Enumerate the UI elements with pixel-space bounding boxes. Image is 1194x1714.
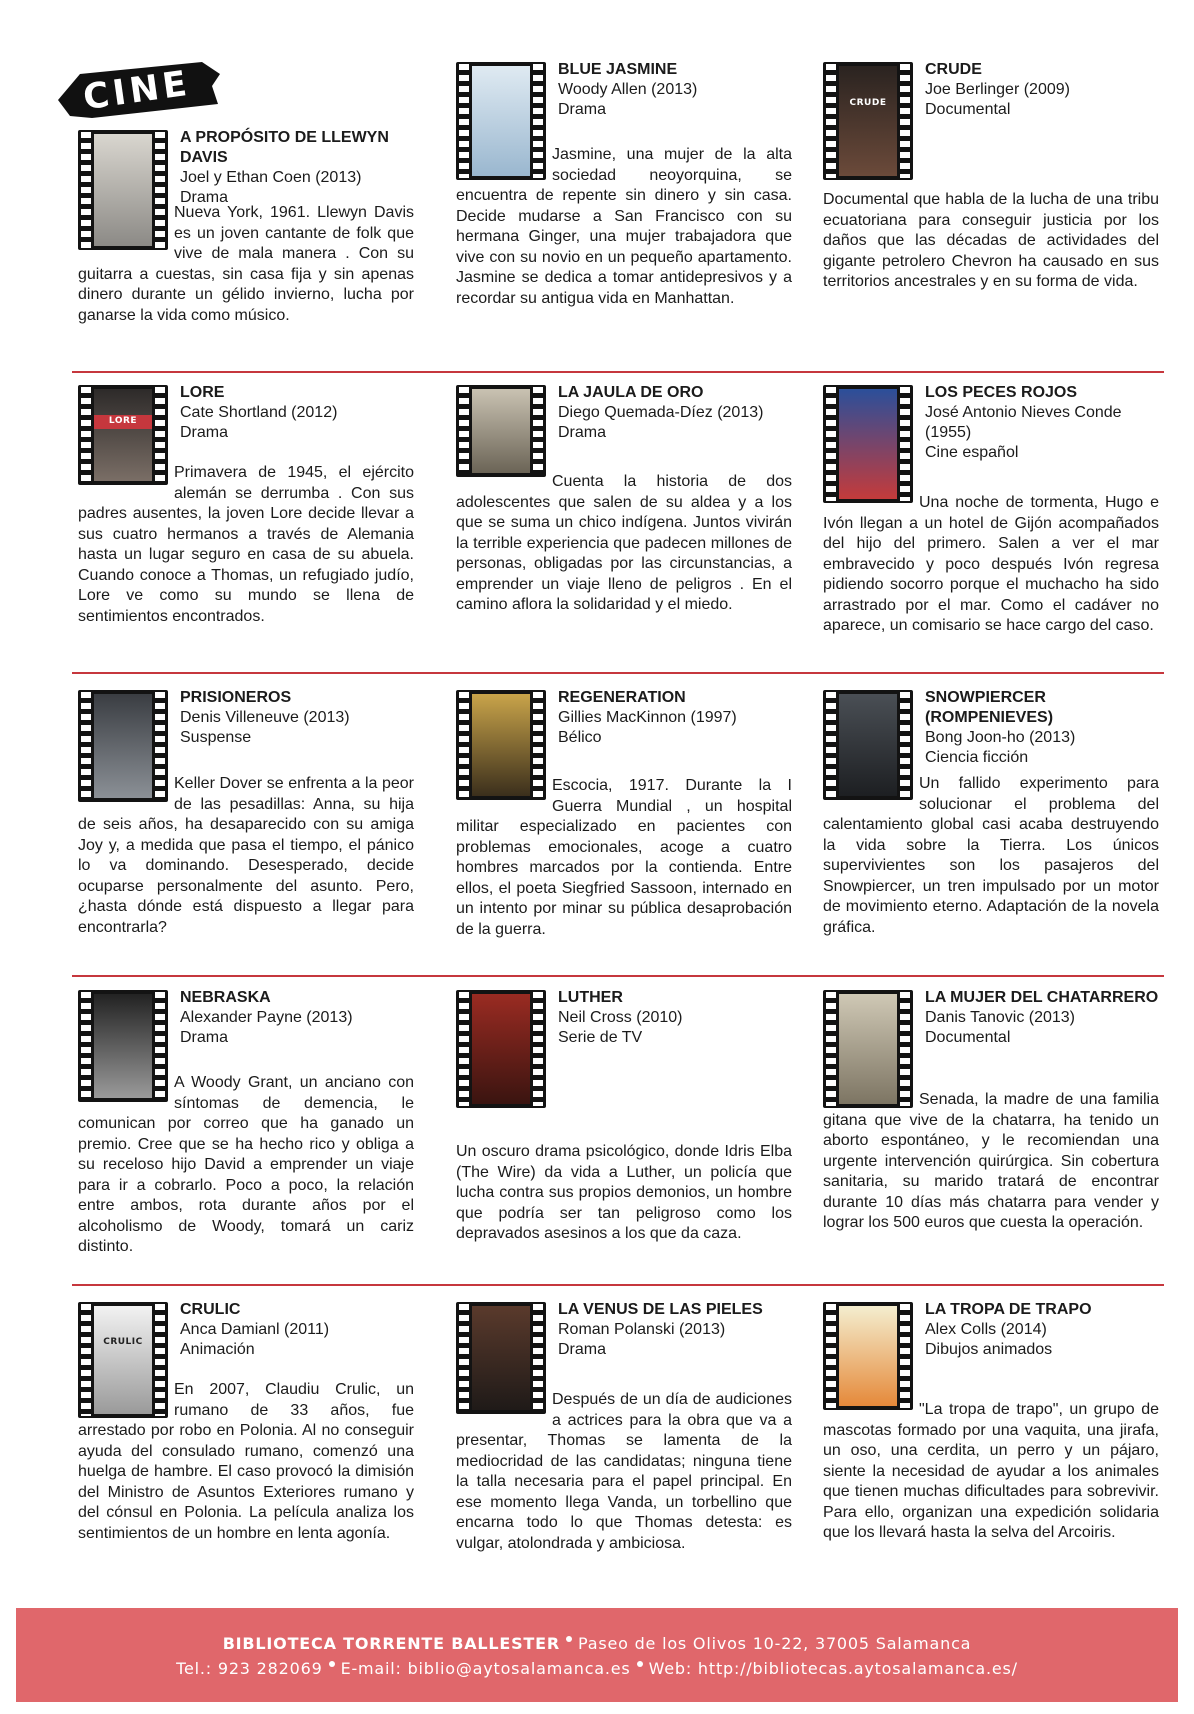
bullet-icon bbox=[566, 1636, 572, 1642]
movie-description: Jasmine, una mujer de la alta sociedad neoyorquina, se encuentra de repente sin dinero y sin casa. Decide mudarse a San Francisco con su hermana Ginger, una mujer trabajadora que vive con su novio en un pequeño apartamento. Jasmine se dedica a tomar antidepresivos y a recordar su antigua vida en Manhattan. bbox=[456, 146, 792, 307]
poster-caption bbox=[472, 97, 530, 101]
movie-genre: Animación bbox=[180, 1341, 255, 1358]
movie-director: Denis Villeneuve (2013) bbox=[180, 709, 350, 726]
movie-header bbox=[558, 1300, 792, 1360]
wrap-spacer bbox=[456, 145, 552, 182]
movie-genre: Ciencia ficción bbox=[925, 749, 1029, 766]
movie-header bbox=[180, 688, 414, 748]
movie-director: José Antonio Nieves Conde (1955) bbox=[925, 404, 1122, 441]
movie-title: A PROPÓSITO DE LLEWYN DAVIS bbox=[180, 129, 389, 166]
movie-header bbox=[925, 1300, 1159, 1360]
library-web[interactable]: Web: http://bibliotecas.aytosalamanca.es/ bbox=[648, 1659, 1018, 1678]
movie-genre: Drama bbox=[558, 101, 607, 118]
movie-title: LUTHER bbox=[558, 989, 623, 1006]
poster-caption bbox=[839, 1025, 897, 1029]
footer bbox=[16, 1608, 1178, 1702]
poster-caption bbox=[472, 723, 530, 727]
movie-title: NEBRASKA bbox=[180, 989, 271, 1006]
wrap-spacer bbox=[823, 1090, 919, 1110]
movie-description: Nueva York, 1961. Llewyn Davis es un joven cantante de folk que vive de mala manera . Con su guitarra a cuestas, sin casa fija y sin apenas dinero durante un gélido invierno, lucha por ganarse la vida como músico. bbox=[78, 204, 414, 324]
poster-caption bbox=[94, 1023, 152, 1027]
library-address: Paseo de los Olivos 10-22, 37005 Salamanca bbox=[578, 1634, 972, 1653]
film-strip-icon bbox=[456, 990, 546, 1108]
library-email[interactable]: E-mail: biblio@aytosalamanca.es bbox=[340, 1659, 631, 1678]
movie-director: Bong Joon-ho (2013) bbox=[925, 729, 1076, 746]
movie-title: CRUDE bbox=[925, 61, 982, 78]
movie-genre: Cine español bbox=[925, 444, 1019, 461]
wrap-spacer bbox=[78, 1380, 174, 1420]
movie-poster bbox=[839, 389, 897, 499]
movie-description: Cuenta la historia de dos adolescentes que salen de su aldea y a los que se suma un chico indígena. Juntos vivirán la terrible experiencia que padecen millones de personas, obligadas por las circunstancias, a emprender un viaje lleno de peligros . En el camino aflora la solidaridad y el miedo. bbox=[456, 473, 792, 613]
movie-header bbox=[925, 688, 1159, 768]
movie-title: BLUE JASMINE bbox=[558, 61, 678, 78]
movie-header bbox=[558, 988, 792, 1048]
movie-title: LA TROPA DE TRAPO bbox=[925, 1301, 1092, 1318]
wrap-spacer bbox=[823, 493, 919, 505]
movie-title: LOS PECES ROJOS bbox=[925, 384, 1078, 401]
poster-caption: LORE bbox=[94, 415, 152, 429]
movie-genre: Dibujos animados bbox=[925, 1341, 1053, 1358]
movie-director: Woody Allen (2013) bbox=[558, 81, 698, 98]
movie-director: Alex Colls (2014) bbox=[925, 1321, 1047, 1338]
movie-title: LA MUJER DEL CHATARRERO bbox=[925, 989, 1159, 1006]
movie-director: Danis Tanovic (2013) bbox=[925, 1009, 1076, 1026]
poster-caption bbox=[839, 420, 897, 424]
wrap-spacer bbox=[823, 1400, 919, 1412]
movie-poster bbox=[839, 1306, 897, 1406]
poster-caption bbox=[839, 1334, 897, 1338]
movie-description: Un oscuro drama psicológico, donde Idris Elba (The Wire) da vida a Luther, un policía que lucha contra sus propios demonios, un hombre que podría ser tan peligroso como los depravados asesinos a los que da caza. bbox=[456, 1143, 792, 1242]
poster-caption bbox=[472, 1025, 530, 1029]
wrap-spacer bbox=[78, 774, 174, 804]
movie-director: Gillies MacKinnon (1997) bbox=[558, 709, 737, 726]
movie-title: LA JAULA DE ORO bbox=[558, 384, 704, 401]
movie-genre: Documental bbox=[925, 1029, 1011, 1046]
movie-description: Una noche de tormenta, Hugo e Ivón llegan a un hotel de Gijón acompañados del hijo del primero. Salen a ver el mar embravecido y poco después Ivón regresa pidiendo socorro porque el muchacho ha sido arrastrado por el mar. Como el cadáver no aparece, un comisario se hace cargo del caso. bbox=[823, 494, 1159, 634]
movie-description: Documental que habla de la lucha de una tribu ecuatoriana para conseguir justicia por los daños que las décadas de actividades del gigante petrolero Chevron ha causado en sus territorios ancestrales y en su forma de vida. bbox=[823, 191, 1159, 290]
movie-description: Senada, la madre de una familia gitana que vive de la chatarra, ha tenido un aborto espontáneo, y le recomiendan una urgente intervención quirúrgica. Sin cobertura sanitaria, su marido tratará de encontrar durante 10 días más chatarra para vender y lograr los 500 euros que cuesta la operación. bbox=[823, 1091, 1159, 1231]
movie-description: Después de un día de audiciones a actrices para la obra que va a presentar, Thomas se lamenta de la mediocridad de las candidatas; ninguna tiene la talla necesaria para el papel principal. En ese momento llega Vanda, un torbellino que encarna todo lo que Thomas detesta: es vulgar, atolondrada y ambiciosa. bbox=[456, 1391, 792, 1552]
movie-director: Joe Berlinger (2009) bbox=[925, 81, 1070, 98]
wrap-spacer bbox=[823, 774, 919, 802]
bullet-icon bbox=[637, 1661, 643, 1667]
movie-genre: Drama bbox=[558, 424, 607, 441]
poster-caption: CRUDE bbox=[849, 97, 887, 108]
library-phone: Tel.: 923 282069 bbox=[176, 1659, 323, 1678]
movie-header bbox=[925, 60, 1159, 120]
movie-director: Alexander Payne (2013) bbox=[180, 1009, 353, 1026]
movie-header bbox=[558, 688, 792, 748]
film-strip-icon bbox=[456, 385, 546, 477]
movie-header bbox=[180, 383, 414, 443]
movie-header bbox=[925, 988, 1159, 1048]
poster-caption bbox=[94, 165, 152, 169]
movie-director: Joel y Ethan Coen (2013) bbox=[180, 169, 362, 186]
movie-header bbox=[180, 1300, 414, 1360]
movie-title: PRISIONEROS bbox=[180, 689, 292, 706]
movie-description: Un fallido experimento para solucionar el problema del calentamiento global casi acaba destruyendo la vida sobre la Tierra. Los únicos supervivientes son los pasajeros del Snowpiercer, un tren impulsado por un motor de movimiento eterno. Adaptación de la novela gráfica. bbox=[823, 775, 1159, 936]
movie-poster bbox=[839, 66, 897, 176]
film-strip-icon bbox=[823, 62, 913, 180]
movie-title: LA VENUS DE LAS PIELES bbox=[558, 1301, 763, 1318]
movie-genre: Bélico bbox=[558, 729, 602, 746]
movie-genre: Drama bbox=[180, 1029, 229, 1046]
movie-title: CRULIC bbox=[180, 1301, 241, 1318]
movie-poster bbox=[472, 994, 530, 1104]
row-separator bbox=[72, 371, 1164, 373]
movie-description: Escocia, 1917. Durante la I Guerra Mundial , un hospital militar especializado en pacientes con problemas emocionales, acoge a cuatro hombres marcados por la contienda. Entre ellos, el poeta Siegfried Sassoon, internado en un intento por minar su pública desaprobación de la guerra. bbox=[456, 777, 792, 938]
movie-director: Diego Quemada-Díez (2013) bbox=[558, 404, 764, 421]
row-separator bbox=[72, 975, 1164, 977]
footer-line-1 bbox=[16, 1634, 1178, 1653]
movie-title: REGENERATION bbox=[558, 689, 686, 706]
wrap-spacer bbox=[456, 472, 552, 479]
movie-director: Anca Damianl (2011) bbox=[180, 1321, 330, 1338]
movie-description: "La tropa de trapo", un grupo de mascotas formado por una vaquita, una jirafa, un oso, una cerdita, un perro y un pájaro, siente la necesidad de ayudar a los animales que tienen muchas dificultades para sobrevivir. Para ello, organizan una expedición solidaria que los llevará hasta la selva del Arcoiris. bbox=[823, 1401, 1159, 1541]
movie-title: LORE bbox=[180, 384, 225, 401]
row-separator bbox=[72, 1284, 1164, 1286]
poster-caption: CRULIC bbox=[103, 1337, 143, 1348]
wrap-spacer bbox=[456, 1390, 552, 1416]
movie-genre: Drama bbox=[180, 424, 229, 441]
movie-poster bbox=[472, 389, 530, 473]
movie-director: Cate Shortland (2012) bbox=[180, 404, 338, 421]
movie-genre: Serie de TV bbox=[558, 1029, 643, 1046]
movie-description: En 2007, Claudiu Crulic, un rumano de 33 años, fue arrestado por robo en Polonia. Al no conseguir ayuda del consulado rumano, comenzó una huelga de hambre. El caso provocó la dimisión del Ministro de Asuntos Exteriores rumano y del cónsul en Polonia. La película analiza los sentimientos de un hombre en lenta agonía. bbox=[78, 1381, 414, 1542]
poster-caption bbox=[839, 723, 897, 727]
movie-genre: Documental bbox=[925, 101, 1011, 118]
movie-header bbox=[180, 988, 414, 1048]
movie-header bbox=[558, 60, 792, 120]
poster-caption bbox=[94, 723, 152, 727]
movie-header bbox=[180, 128, 414, 208]
section-badge bbox=[52, 60, 222, 122]
movie-title: SNOWPIERCER (ROMPENIEVES) bbox=[925, 689, 1054, 726]
film-strip-icon bbox=[823, 1302, 913, 1410]
wrap-spacer bbox=[456, 776, 552, 802]
movie-description: Keller Dover se enfrenta a la peor de las pesadillas: Anna, su hija de seis años, ha desaparecido con su amiga Joy y, a medida que pasa el tiempo, el pánico lo va dominando. Desesperado, decide ocuparse personalmente del asunto. Pero, ¿hasta dónde está dispuesto a llegar para encontrarla? bbox=[78, 775, 414, 936]
movie-genre: Drama bbox=[180, 189, 229, 206]
movie-description: A Woody Grant, un anciano con síntomas de demencia, le comunican por correo que ha ganado un premio. Cree que se ha hecho rico y obliga a su receloso hijo David a emprender un viaje para ir a cobrarlo. Poco a poco, la relación entre ambos, rota durante años por el alcoholismo de Woody, tomará un cariz distinto. bbox=[78, 1074, 414, 1255]
movie-description: Primavera de 1945, el ejército alemán se derrumba . Con sus padres ausentes, la joven Lore decide llevar a sus cuatro hermanos a través de Alemania hasta un lugar seguro en casa de su abuela. Cuando conoce a Thomas, un refugiado judío, Lore ve como su mundo se llena de sentimientos encontrados. bbox=[78, 464, 414, 625]
wrap-spacer bbox=[78, 203, 174, 252]
movie-director: Neil Cross (2010) bbox=[558, 1009, 683, 1026]
movie-genre: Drama bbox=[558, 1341, 607, 1358]
footer-line-2 bbox=[16, 1659, 1178, 1678]
library-name: BIBLIOTECA TORRENTE BALLESTER bbox=[222, 1634, 560, 1653]
poster-caption bbox=[472, 413, 530, 417]
movie-genre: Suspense bbox=[180, 729, 252, 746]
poster-caption bbox=[472, 1335, 530, 1339]
movie-poster bbox=[839, 994, 897, 1104]
wrap-spacer bbox=[78, 463, 174, 487]
movie-header bbox=[558, 383, 792, 443]
row-separator bbox=[72, 672, 1164, 674]
film-strip-icon bbox=[823, 385, 913, 503]
wrap-spacer bbox=[78, 1073, 174, 1104]
bullet-icon bbox=[329, 1661, 335, 1667]
section-badge-label: CINE bbox=[80, 63, 194, 119]
movie-director: Roman Polanski (2013) bbox=[558, 1321, 726, 1338]
movie-header bbox=[925, 383, 1159, 463]
